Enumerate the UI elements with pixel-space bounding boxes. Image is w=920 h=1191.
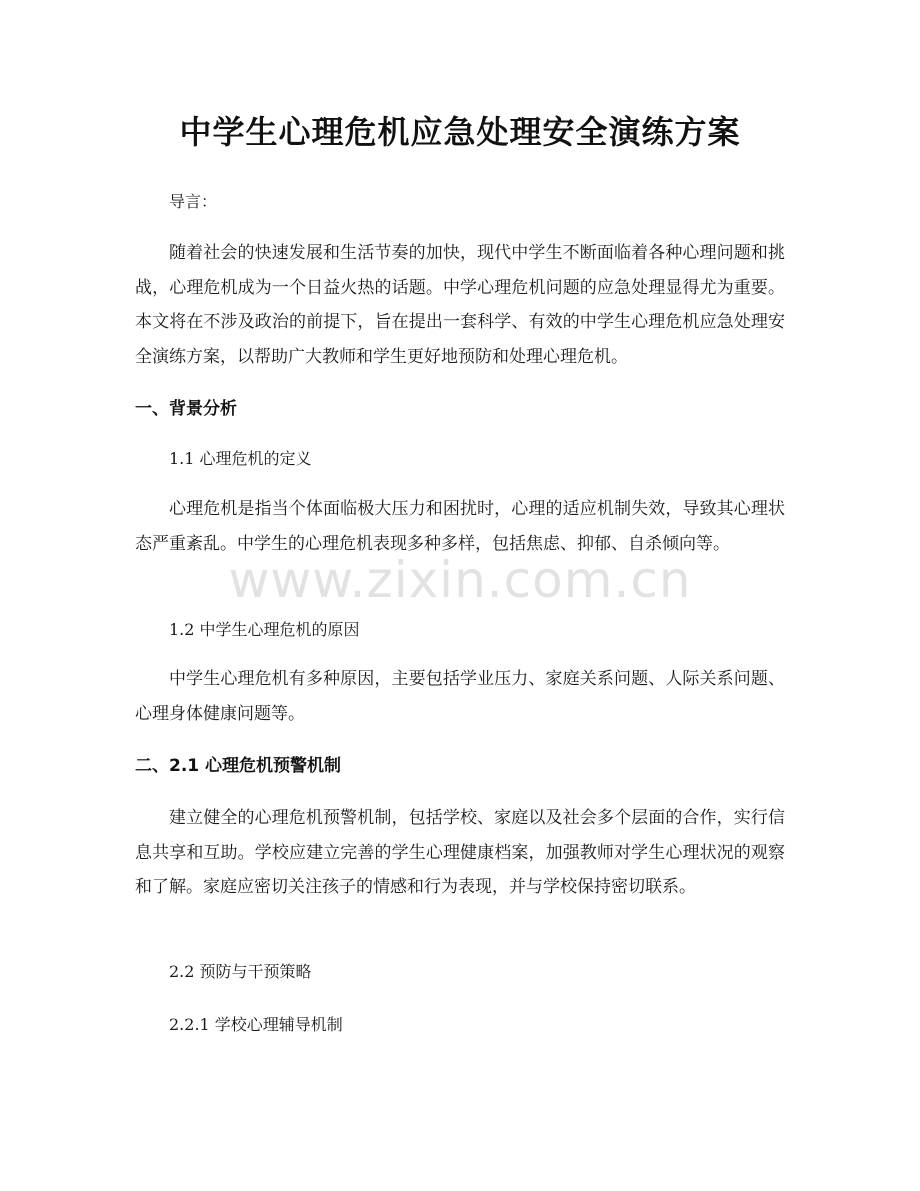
paragraph-warning: 建立健全的心理危机预警机制，包括学校、家庭以及社会多个层面的合作，实行信息共享和互助。学校应建立完善的学生心理健康档案，加强教师对学生心理状况的观察和了解。家庭应密切关注孩子的情感和行为表现，并与学校保持密切联系。 (135, 808, 785, 897)
watermark: www.zixin.com.cn (228, 551, 692, 609)
subsection-title-definition: 1.1 心理危机的定义 (169, 449, 312, 468)
intro-label: 导言： (169, 192, 218, 211)
section-heading-warning: 二、2.1 心理危机预警机制 (135, 756, 342, 776)
subsection-title-prevention: 2.2 预防与干预策略 (169, 962, 312, 981)
document-title: 中学生心理危机应急处理安全演练方案 (179, 113, 741, 151)
paragraph-definition: 心理危机是指当个体面临极大压力和困扰时，心理的适应机制失效，导致其心理状态严重紊乱。中学生的心理危机表现多种多样，包括焦虑、抑郁、自杀倾向等。 (135, 499, 785, 554)
subsection-title-causes: 1.2 中学生心理危机的原因 (169, 620, 360, 639)
paragraph-causes: 中学生心理危机有多种原因，主要包括学业压力、家庭关系问题、人际关系问题、心理身体健康问题等。 (135, 669, 785, 724)
subsection-title-counseling: 2.2.1 学校心理辅导机制 (169, 1015, 343, 1034)
intro-paragraph: 随着社会的快速发展和生活节奏的加快，现代中学生不断面临着各种心理问题和挑战，心理危机成为一个日益火热的话题。中学心理危机问题的应急处理显得尤为重要。本文将在不涉及政治的前提下，旨在提出一套科学、有效的中学生心理危机应急处理安全演练方案，以帮助广大教师和学生更好地预防和处理心理危机。 (135, 243, 785, 367)
section-heading-background: 一、背景分析 (135, 399, 237, 419)
